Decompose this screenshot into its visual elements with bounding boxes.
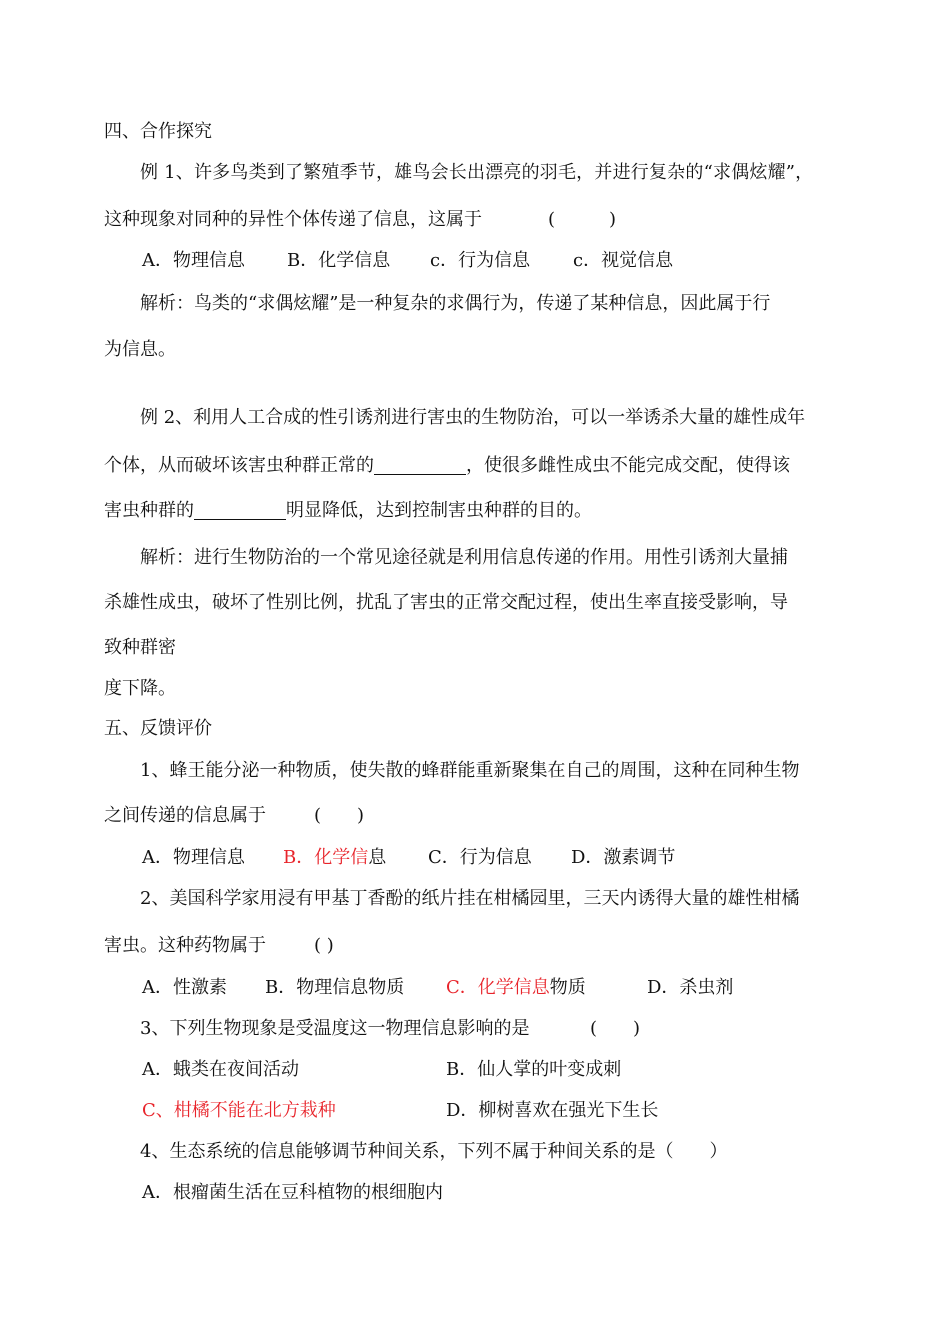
question2-option-c xyxy=(446,975,586,1001)
example2-line1: 例 2、利用人工合成的性引诱剂进行害虫的生物防治，可以一举诱杀大量的雄性成年 xyxy=(140,407,806,428)
example2-line2-text-a: 个体，从而破坏该害虫种群正常的 xyxy=(104,455,374,476)
question1-answer-paren: ( ) xyxy=(314,805,365,826)
question1-line2: 之间传递的信息属于 xyxy=(104,805,266,826)
example2-analysis-line4: 度下降。 xyxy=(104,678,176,699)
example2-analysis-line3: 致种群密 xyxy=(104,637,176,658)
example2-line3-text-b: 明显降低，达到控制害虫种群的目的。 xyxy=(286,500,592,521)
example2-line3-text-a: 害虫种群的 xyxy=(104,500,194,521)
question2-option-c-rest: 物质 xyxy=(549,977,586,998)
question4-option-a: A．根瘤菌生活在豆科植物的根细胞内 xyxy=(142,1182,443,1203)
question1-option-b xyxy=(283,845,386,871)
section4-heading: 四、合作探究 xyxy=(104,121,212,142)
example1-line2: 这种现象对同种的异性个体传递了信息，这属于 xyxy=(104,209,482,230)
example2-analysis-line1: 解析：进行生物防治的一个常见途径就是利用信息传递的作用。用性引诱剂大量捕 xyxy=(140,547,788,568)
example1-option-c: c．行为信息 xyxy=(430,250,531,271)
question1-option-c: C．行为信息 xyxy=(428,847,532,868)
question1-option-b-answer: B．化学信 xyxy=(283,847,369,868)
question2-option-c-answer: C．化学信息 xyxy=(446,977,550,998)
question3-option-c-answer: C、柑橘不能在北方栽种 xyxy=(142,1100,336,1121)
question2-option-b: B．物理信息物质 xyxy=(265,977,405,998)
example2-line2-text-b: ，使很多雌性成虫不能完成交配，使得该 xyxy=(466,455,790,476)
question2-option-a: A．性激素 xyxy=(142,977,227,998)
question1-option-b-rest: 息 xyxy=(368,847,387,868)
question3-option-d: D．柳树喜欢在强光下生长 xyxy=(446,1100,659,1121)
example2-line3 xyxy=(104,498,592,524)
question3-option-b: B．仙人掌的叶变成刺 xyxy=(446,1059,622,1080)
example1-option-b: B．化学信息 xyxy=(287,250,391,271)
question1-line1: 1、蜂王能分泌一种物质，使失散的蜂群能重新聚集在自己的周围，这种在同种生物 xyxy=(140,760,800,781)
example2-line2 xyxy=(104,453,790,479)
question2-line1: 2、美国科学家用浸有甲基丁香酚的纸片挂在柑橘园里，三天内诱得大量的雄性柑橘 xyxy=(140,888,800,909)
question1-option-a: A．物理信息 xyxy=(142,847,245,868)
example1-option-a: A．物理信息 xyxy=(142,250,245,271)
example1-analysis-line2: 为信息。 xyxy=(104,339,176,360)
question2-option-d: D．杀虫剂 xyxy=(647,977,734,998)
example2-analysis-line2: 杀雄性成虫，破坏了性别比例，扰乱了害虫的正常交配过程，使出生率直接受影响，导 xyxy=(104,592,788,613)
question3-line1: 3、下列生物现象是受温度这一物理信息影响的是 xyxy=(140,1018,530,1039)
example1-analysis-line1: 解析：鸟类的“求偶炫耀”是一种复杂的求偶行为，传递了某种信息，因此属于行 xyxy=(140,293,771,314)
example1-line1: 例 1、许多鸟类到了繁殖季节，雄鸟会长出漂亮的羽毛，并进行复杂的“求偶炫耀”， xyxy=(140,162,814,183)
example1-option-d: c．视觉信息 xyxy=(573,250,674,271)
question1-option-d: D．激素调节 xyxy=(571,847,676,868)
question4-line1: 4、生态系统的信息能够调节种间关系，下列不属于种间关系的是（ ） xyxy=(140,1141,728,1162)
example2-blank-1 xyxy=(374,454,466,475)
question2-line2: 害虫。这种药物属于 xyxy=(104,935,266,956)
question3-option-a: A．蛾类在夜间活动 xyxy=(142,1059,299,1080)
question2-answer-paren: ( ) xyxy=(314,935,334,956)
section5-heading: 五、反馈评价 xyxy=(104,718,212,739)
question3-answer-paren: ( ) xyxy=(590,1018,641,1039)
example2-blank-2 xyxy=(194,499,286,520)
example1-answer-paren: ( ) xyxy=(548,209,617,230)
